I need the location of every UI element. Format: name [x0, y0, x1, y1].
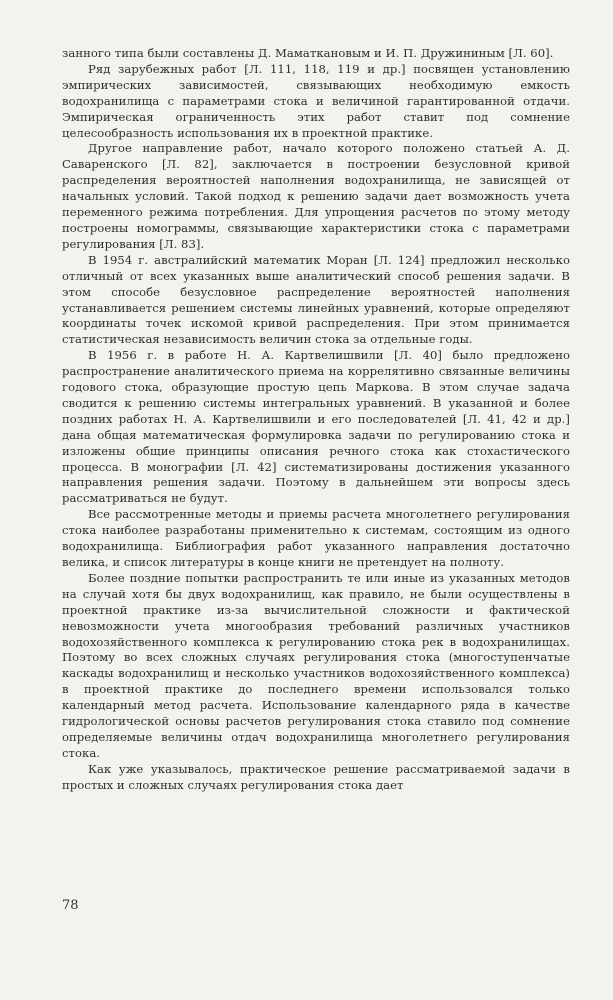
paragraph: Более поздние попытки распространить те или иные из указанных методов на случай хотя бы двух водохранилищ, как правило, не были осуществлены в проектной практике из-за вычислительной сложности и фактической невозможности учета многообразия требований различных участников водохозяйственного комплекса к регулированию стока рек в водохранилищах. Поэтому во всех сложных случаях регулирования стока (многоступенчатые каскады водохранилищ и несколько участников водохозяйственного комплекса) в проектной практике до последнего времени использовался только календарный метод расчета. Использование календарного ряда в качестве гидрологической основы расчетов регулирования стока ставило под сомнение определяемые величины отдач водохранилища многолетнего регулирования стока. [62, 570, 570, 760]
page-number: 78 [62, 898, 79, 913]
paragraph: В 1956 г. в работе Н. А. Картвелишвили [Л. 40] было предложено распространение аналитического приема на коррелятивно связанные величины годового стока, образующие простую цепь Маркова. В этом случае задача сводится к решению системы интегральных уравнений. В указанной и более поздних работах Н. А. Картвелишвили и его последователей [Л. 41, 42 и др.] дана общая математическая формулировка задачи по регулированию стока и изложены общие принципы описания речного стока как стохастического процесса. В монографии [Л. 42] систематизированы достижения указанного направления решения задачи. Поэтому в дальнейшем эти вопросы здесь рассматриваться не будут. [62, 348, 570, 506]
paragraph: Ряд зарубежных работ [Л. 111, 118, 119 и др.] посвящен установлению эмпирических зависимостей, связывающих необходимую емкость водохранилища с параметрами стока и величиной гарантированной отдачи. Эмпирическая ограниченность этих работ ставит под сомнение целесообразность использования их в проектной практике. [62, 61, 570, 140]
paragraph: Все рассмотренные методы и приемы расчета многолетнего регулирования стока наиболее разработаны применительно к системам, состоящим из одного водохранилища. Библиография работ указанного направления достаточно велика, и список литературы в конце книги не претендует на полноту. [62, 507, 570, 569]
paragraph-continuation: занного типа были составлены Д. Маматкановым и И. П. Дружининым [Л. 60]. [62, 46, 554, 60]
paragraph: Как уже указывалось, практическое решение рассматриваемой задачи в простых и сложных случаях регулирования стока дает [62, 761, 570, 792]
page-text-body [62, 46, 570, 794]
paragraph: Другое направление работ, начало которого положено статьей А. Д. Саваренского [Л. 82], заключается в построении безусловной кривой распределения вероятностей наполнения водохранилища, не зависящей от начальных условий. Такой подход к решению задачи дает возможность учета переменного режима потребления. Для упрощения расчетов по этому методу построены номограммы, связывающие характеристики стока с параметрами регулирования [Л. 83]. [62, 141, 570, 251]
paragraph: В 1954 г. австралийский математик Моран [Л. 124] предложил несколько отличный от всех указанных выше аналитический способ решения задачи. В этом способе безусловное распределение вероятностей наполнения устанавливается решением системы линейных уравнений, которые определяют координаты точек искомой кривой распределения. При этом принимается статистическая независимость величин стока за отдельные годы. [62, 252, 570, 347]
